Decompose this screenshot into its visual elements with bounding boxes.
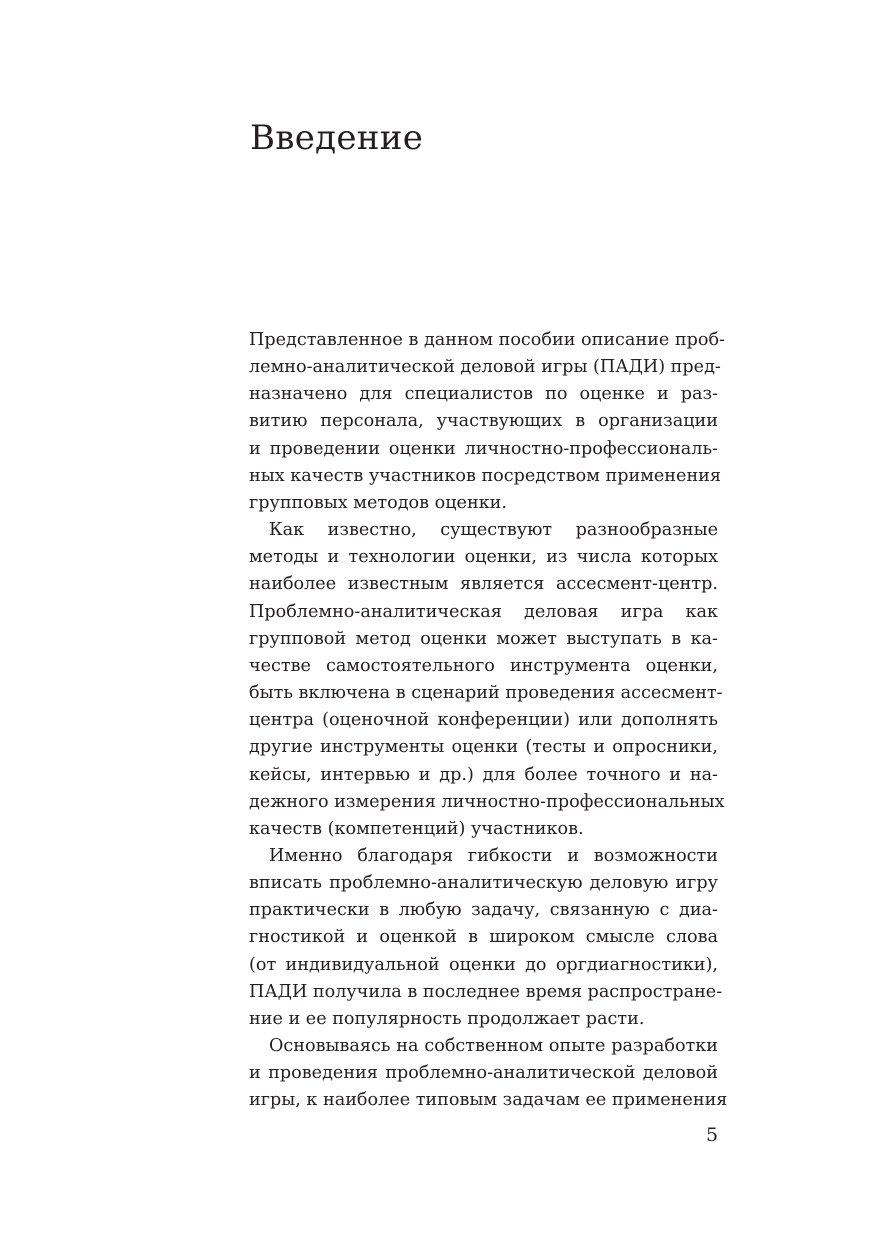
text-line: групповых методов оценки.: [249, 492, 508, 513]
text-line: быть включена в сценарий проведения ассесмент-: [249, 683, 723, 704]
text-line: методы и технологии оценки, из числа которых: [249, 547, 718, 568]
page-number: 5: [706, 1124, 719, 1146]
text-line: назначено для специалистов по оценке и раз-: [249, 384, 718, 405]
paragraph: [249, 1033, 728, 1114]
text-line: практически в любую задачу, связанную с диа-: [249, 900, 718, 921]
text-line: (от индивидуальной оценки до оргдиагностики),: [249, 954, 718, 975]
text-line: вписать проблемно-аналитическую деловую игру: [249, 873, 718, 894]
text-line: честве самостоятельного инструмента оценки,: [249, 655, 718, 676]
text-line: другие инструменты оценки (тесты и опросники,: [249, 737, 718, 758]
text-line: качеств (компетенций) участников.: [249, 818, 584, 839]
text-line: Именно благодаря гибкости и возможности: [269, 845, 718, 866]
text-line: и проведения проблемно-аналитической деловой: [249, 1063, 718, 1084]
text-line: ПАДИ получила в последнее время распростране-: [249, 981, 723, 1002]
text-line: Представленное в данном пособии описание проб-: [249, 330, 725, 350]
text-line: кейсы, интервью и др.) для более точного и на-: [249, 764, 718, 785]
page-title: Введение: [250, 118, 424, 158]
paragraph: [249, 327, 725, 517]
text-line: лемно-аналитической деловой игры (ПАДИ) пред-: [249, 357, 721, 378]
text-line: центра (оценочной конференции) или дополнять: [249, 710, 718, 731]
text-line: витию персонала, участвующих в организации: [249, 411, 718, 432]
text-line: игры, к наиболее типовым задачам ее применения: [249, 1090, 728, 1111]
text-line: гностикой и оценкой в широком смысле слова: [249, 927, 718, 948]
text-line: Основываясь на собственном опыте разработки: [269, 1036, 718, 1057]
text-line: наиболее известным является ассесмент-центр.: [249, 574, 718, 595]
paragraph: [249, 517, 725, 843]
text-line: Как известно, существуют разнообразные: [269, 520, 718, 541]
text-line: ние и ее популярность продолжает расти.: [249, 1008, 645, 1029]
body-text: [249, 327, 728, 1115]
paragraph: [249, 843, 723, 1033]
text-line: и проведении оценки личностно-профессиональ-: [249, 438, 718, 459]
text-line: Проблемно-аналитическая деловая игра как: [249, 601, 718, 622]
text-line: групповой метод оценки может выступать в ка-: [249, 628, 718, 649]
text-line: дежного измерения личностно-профессиональных: [249, 791, 725, 812]
text-line: ных качеств участников посредством применения: [249, 465, 721, 486]
